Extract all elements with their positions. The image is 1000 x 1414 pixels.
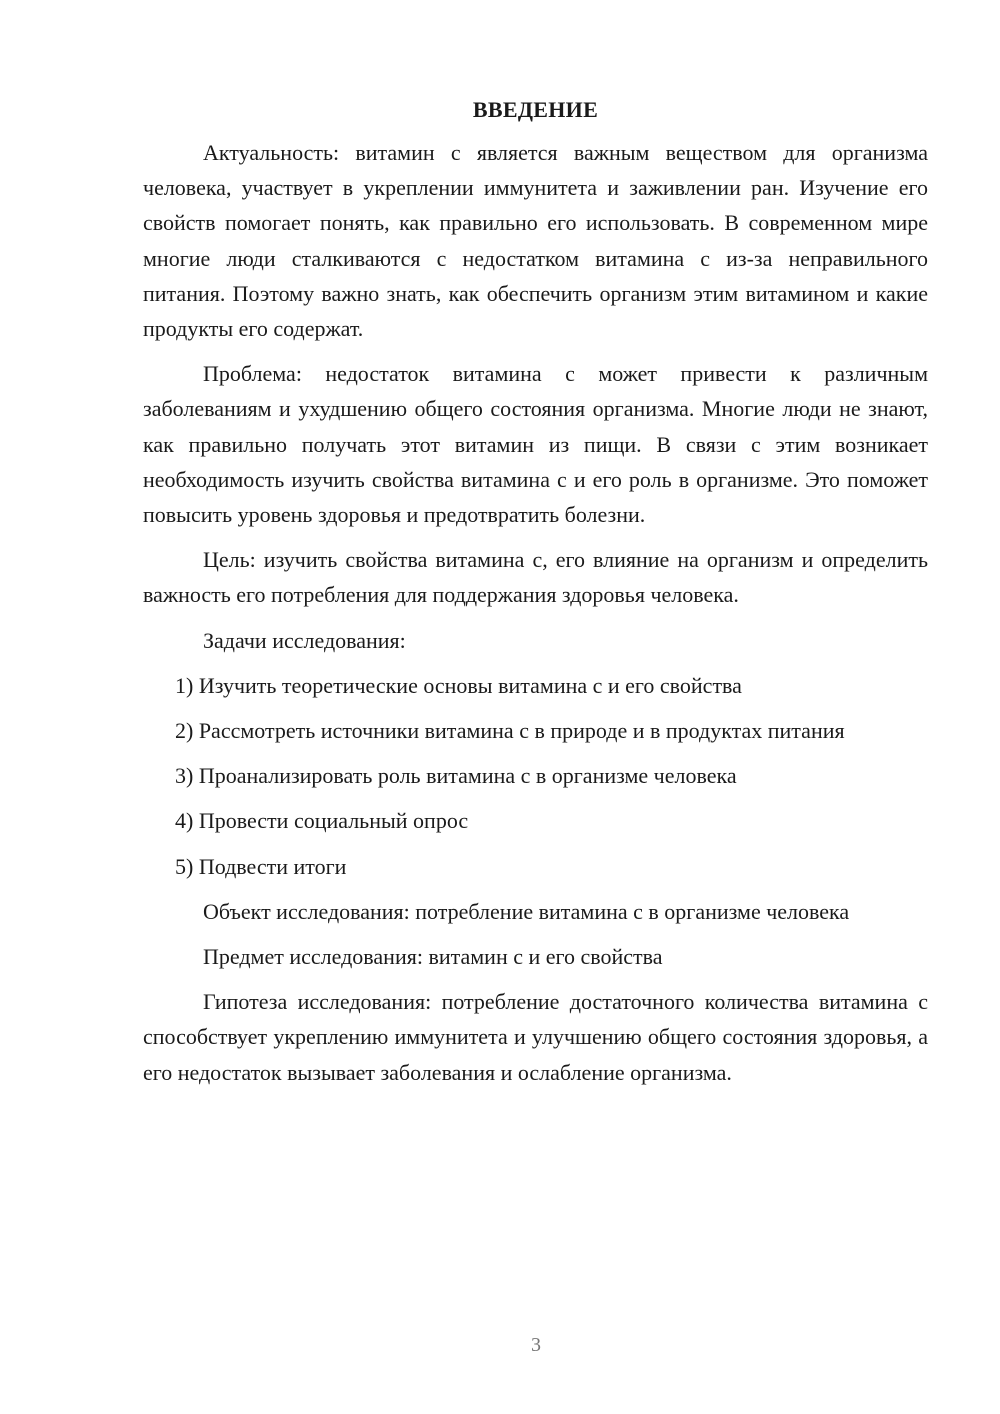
document-page (143, 95, 928, 1100)
task-item-4: 4) Провести социальный опрос (175, 808, 469, 834)
goal-paragraph: Цель: изучить свойства витамина с, его влияние на организм и определить важность его потребления для поддержания здоровья человека. (143, 547, 928, 608)
task-item-5: 5) Подвести итоги (175, 853, 347, 879)
object-paragraph: Объект исследования: потребление витамина с в организме человека (203, 898, 850, 924)
tasks-heading: Задачи исследования: (203, 627, 406, 653)
task-item-3: 3) Проанализировать роль витамина с в организме человека (175, 763, 737, 789)
subject-paragraph: Предмет исследования: витамин с и его свойства (203, 944, 663, 970)
relevance-paragraph: Актуальность: витамин с является важным веществом для организма человека, участвует в укреплении иммунитета и заживлении ран. Изучение его свойств помогает понять, как правильно его использовать. В современном мире многие люди сталкиваются с недостатком витамина с из-за неправильного питания. Поэтому важно знать, как обеспечить организм этим витамином и какие продукты его содержат. (143, 140, 928, 342)
page-title: ВВЕДЕНИЕ (472, 97, 599, 122)
problem-paragraph: Проблема: недостаток витамина с может привести к различным заболеваниям и ухудшению общего состояния организма. Многие люди не знают, как правильно получать этот витамин из пищи. В связи с этим возникает необходимость изучить свойства витамина с и его роль в организме. Это поможет повысить уровень здоровья и предотвратить болезни. (143, 361, 928, 528)
task-item-1: 1) Изучить теоретические основы витамина с и его свойства (175, 672, 742, 698)
page-number: 3 (531, 1334, 541, 1356)
task-item-2: 2) Рассмотреть источники витамина с в природе и в продуктах питания (175, 718, 845, 744)
hypothesis-paragraph: Гипотеза исследования: потребление достаточного количества витамина с способствует укреплению иммунитета и улучшению общего состояния здоровья, а его недостаток вызывает заболевания и ослабление организма. (143, 989, 928, 1085)
tasks-list (143, 668, 928, 884)
